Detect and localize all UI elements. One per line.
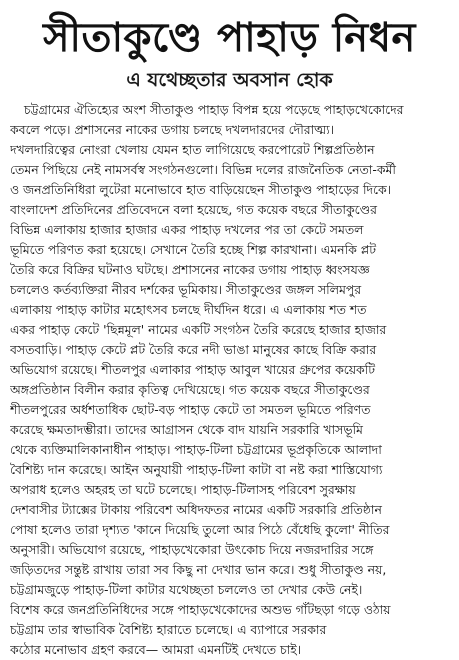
body-line: অপরাধ হলেও অহরহ তা ঘটে চলেছে। পাহাড়-টিলাসহ পরিবেশ সুরক্ষায় <box>10 482 356 497</box>
body-line: চট্টগ্রাম তার স্বাভাবিক বৈশিষ্ট্য হারাতে চলেছে। এ ব্যাপারে সরকার <box>10 622 327 637</box>
body-line: বসতবাড়ি। পাহাড় কেটে প্লট তৈরি করে নদী ভাঙা মানুষের কাছে বিক্রি করার <box>10 342 377 357</box>
body-line: অঙ্গপ্রতিষ্ঠান বিলীন করার কৃতিত্ব দেখিয়েছে। গত কয়েক বছরে সীতাকুণ্ডের <box>10 382 370 397</box>
body-line: চললেও কর্তব্যক্তিরা নীরব দর্শকের ভূমিকায়। সীতাকুণ্ডের জঙ্গল সলিমপুর <box>10 282 362 297</box>
body-line: চট্টগ্রামের ঐতিহ্যের অংশ সীতাকুণ্ড পাহাড় বিপন্ন হয়ে পড়েছে পাহাড়খেকোদের <box>24 102 404 117</box>
body-line: করেছে ক্ষমতাদম্ভীরা। তাদের আগ্রাসন থেকে বাদ যায়নি সরকারি খাসভূমি <box>10 422 363 437</box>
body-line: এলাকায় পাহাড় কাটার মহোৎসব চলছে দীর্ঘদিন ধরে। এ এলাকায় শত শত <box>10 302 367 317</box>
body-line: বৈশিষ্ট্য দান করেছে। আইন অনুযায়ী পাহাড়-টিলা কাটা বা নষ্ট করা শাস্তিযোগ্য <box>10 462 383 477</box>
article-body <box>10 100 449 660</box>
body-line: ও জনপ্রতিনিধিরা লুটেরা মনোভাবে হাত বাড়িয়েছেন সীতাকুণ্ড পাহাড়ের দিকে। <box>10 182 392 197</box>
subheadline: এ যথেচ্ছতার অবসান হোক <box>126 69 333 91</box>
body-line: চট্টগ্রামজুড়ে পাহাড়-টিলা কাটার যথেচ্ছতা চললেও তা দেখার কেউ নেই। <box>10 582 363 597</box>
body-line: থেকে ব্যক্তিমালিকানাধীন পাহাড়। পাহাড়-টিলা চট্টগ্রামের ভূপ্রকৃতিকে আলাদা <box>10 442 382 457</box>
body-line: বাংলাদেশ প্রতিদিনের প্রতিবেদনে বলা হয়েছে, গত কয়েক বছরে সীতাকুণ্ডের <box>10 202 377 217</box>
body-line: কবলে পড়ে। প্রশাসনের নাকের ডগায় চলছে দখলদারদের দৌরাত্ম্য। <box>10 122 335 137</box>
body-line: তেমন পিছিয়ে নেই নামসর্বস্ব সংগঠনগুলো। বিভিন্ন দলের রাজনৈতিক নেতা-কর্মী <box>10 162 396 177</box>
body-line: দেশবাসীর ট্যাক্সের টাকায় পরিবেশ অধিদফতর নামের একটি সরকারি প্রতিষ্ঠান <box>10 502 382 517</box>
body-line: একর পাহাড় কেটে 'ছিন্নমূল' নামের একটি সংগঠন তৈরি করেছে হাজার হাজার <box>10 322 387 337</box>
body-line: অভিযোগ রয়েছে। শীতলপুর এলাকার পাহাড় আবুল খায়ের গ্রুপের কয়েকটি <box>10 362 375 377</box>
body-line: পোষা হলেও তারা দৃশ্যত 'কানে দিয়েছি তুলো আর পিঠে বেঁধেছি কুলো' নীতির <box>10 522 390 537</box>
body-line: কঠোর মনোভাব গ্রহণ করবে— আমরা এমনটিই দেখতে চাই। <box>10 642 302 657</box>
body-line: জড়িতদের সন্তুষ্ট রাখায় তারা সব কিছু না দেখার ভান করে। শুধু সীতাকুণ্ড নয়, <box>10 562 387 577</box>
body-line: দখলদারিত্বের নোংরা খেলায় যেমন হাত লাগিয়েছে করপোরেট শিল্পপ্রতিষ্ঠান <box>10 142 375 157</box>
body-line: তৈরি করে বিক্রির ঘটনাও ঘটছে। প্রশাসনের নাকের ডগায় পাহাড় ধ্বংসযজ্ঞ <box>10 262 370 277</box>
body-line: শীতলপুরের অর্ধশতাধিক ছোট-বড় পাহাড় কেটে তা সমতল ভূমিতে পরিণত <box>10 402 371 417</box>
body-line: অনুসারী। অভিযোগ রয়েছে, পাহাড়খেকোরা উৎকোচ দিয়ে নজরদারির সঙ্গে <box>10 542 374 557</box>
headline: সীতাকুণ্ডে পাহাড় নিধন <box>43 15 416 61</box>
body-line: বিশেষ করে জনপ্রতিনিধিদের সঙ্গে পাহাড়খেকোদের অশুভ গাঁটছড়া গড়ে ওঠায় <box>10 602 391 617</box>
body-line: ভূমিতে পরিণত করা হয়েছে। সেখানে তৈরি হচ্ছে শিল্প কারখানা। এমনকি প্লট <box>10 242 376 257</box>
body-line: বিভিন্ন এলাকায় হাজার হাজার একর পাহাড় দখলের পর তা কেটে সমতল <box>10 222 364 237</box>
